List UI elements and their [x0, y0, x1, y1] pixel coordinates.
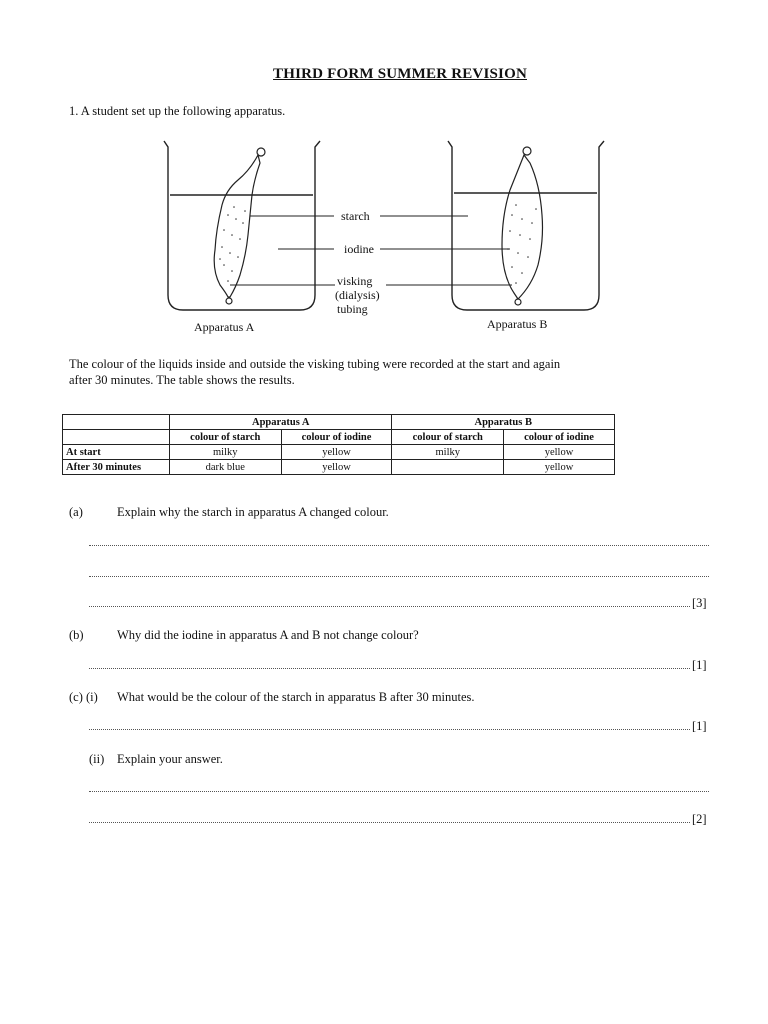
table-cell: milky [170, 445, 282, 460]
answer-line-c-ii-1[interactable] [89, 791, 709, 792]
label-starch: starch [341, 209, 370, 223]
table-row [63, 460, 615, 475]
label-visking: visking [337, 274, 373, 288]
answer-line-a2[interactable] [89, 576, 709, 577]
table-cell: milky [392, 445, 504, 460]
table-cell: yellow [504, 460, 615, 475]
results-table [62, 414, 615, 475]
description-line-2: after 30 minutes. The table shows the results. [69, 373, 295, 387]
question-c-i-text: What would be the colour of the starch in apparatus B after 30 minutes. [117, 690, 475, 704]
subheader-b-starch: colour of starch [392, 430, 504, 445]
answer-line-c-ii-2[interactable] [89, 822, 690, 823]
question-b-text: Why did the iodine in apparatus A and B not change colour? [117, 628, 419, 642]
header-apparatus-a: Apparatus A [170, 415, 392, 430]
row-label-at-start: At start [63, 445, 170, 460]
row-label-after-30-minutes: After 30 minutes [63, 460, 170, 475]
table-cell: dark blue [170, 460, 282, 475]
label-iodine: iodine [344, 242, 374, 256]
question-1-intro: 1. A student set up the following apparatus. [69, 104, 286, 118]
marks-c-ii: [2] [692, 812, 707, 826]
table-group-header-row [63, 415, 615, 430]
question-c-ii-label: (ii) [89, 752, 105, 766]
marks-c-i: [1] [692, 719, 707, 733]
header-apparatus-b: Apparatus B [392, 415, 615, 430]
table-blank-cell [63, 430, 170, 445]
question-a-label: (a) [69, 505, 83, 519]
starch-dots-b [507, 204, 537, 284]
question-a-text: Explain why the starch in apparatus A changed colour. [117, 505, 389, 519]
table-cell: yellow [281, 445, 392, 460]
question-b-label: (b) [69, 628, 84, 642]
label-dialysis: (dialysis) [335, 288, 380, 302]
subheader-a-starch: colour of starch [170, 430, 282, 445]
question-c-i-label: (c) (i) [69, 690, 98, 704]
label-apparatus-a: Apparatus A [194, 320, 255, 334]
subheader-a-iodine: colour of iodine [281, 430, 392, 445]
visking-tubing-b [502, 147, 543, 305]
answer-line-b1[interactable] [89, 668, 690, 669]
apparatus-diagram [150, 135, 620, 340]
table-subheader-row [63, 430, 615, 445]
marks-b: [1] [692, 658, 707, 672]
visking-tubing-a [214, 148, 265, 304]
label-tubing: tubing [337, 302, 368, 316]
answer-line-c-i[interactable] [89, 729, 690, 730]
label-apparatus-b: Apparatus B [487, 317, 548, 331]
subheader-b-iodine: colour of iodine [504, 430, 615, 445]
description-line-1: The colour of the liquids inside and outside the visking tubing were recorded at the start and again [69, 357, 561, 371]
table-row [63, 445, 615, 460]
question-c-ii-text: Explain your answer. [117, 752, 223, 766]
table-cell: yellow [504, 445, 615, 460]
table-corner-cell [63, 415, 170, 430]
table-cell: yellow [281, 460, 392, 475]
page-title: THIRD FORM SUMMER REVISION [273, 66, 527, 82]
marks-a: [3] [692, 596, 707, 610]
answer-line-a1[interactable] [89, 545, 709, 546]
table-cell [392, 460, 504, 475]
answer-line-a3[interactable] [89, 606, 690, 607]
